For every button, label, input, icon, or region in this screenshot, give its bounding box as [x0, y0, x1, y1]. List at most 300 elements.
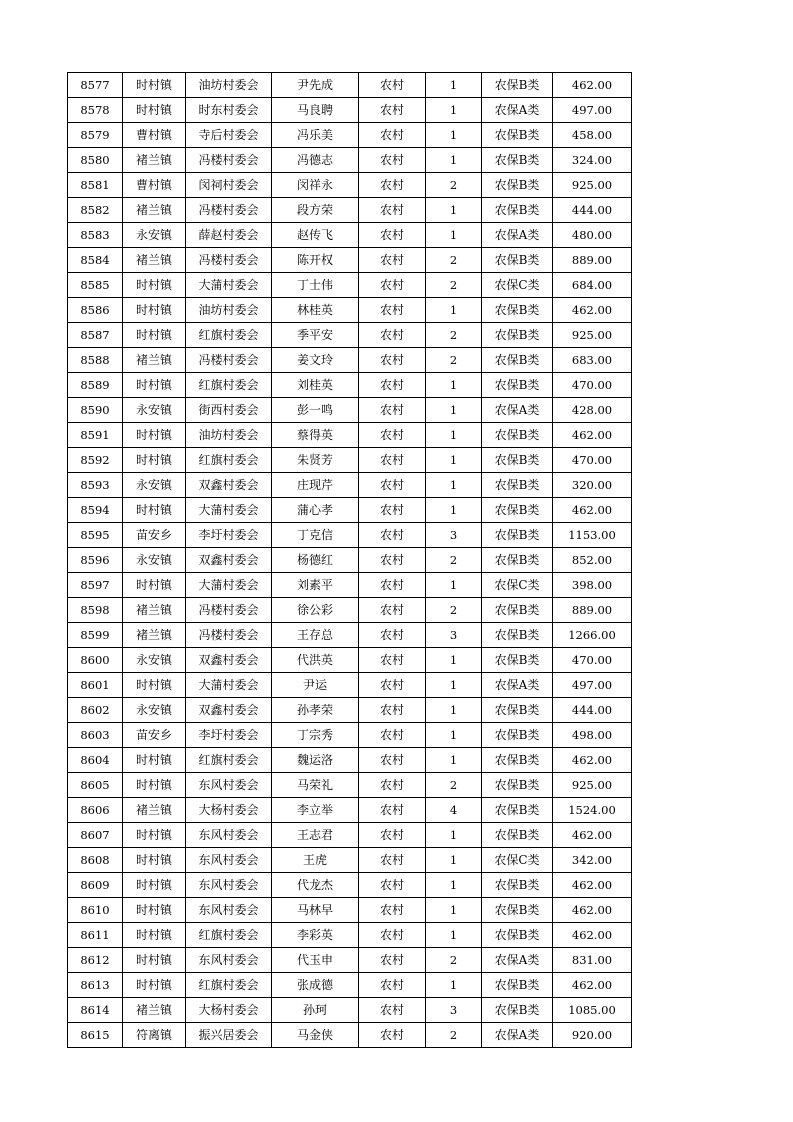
town-cell: 褚兰镇	[123, 623, 186, 648]
table-row	[68, 873, 632, 898]
insurance-category-cell: 农保B类	[482, 248, 553, 273]
committee-cell: 闵祠村委会	[186, 173, 272, 198]
amount-cell: 444.00	[553, 198, 632, 223]
data-table	[67, 72, 632, 1048]
town-cell: 时村镇	[123, 898, 186, 923]
amount-cell: 470.00	[553, 448, 632, 473]
row-id-cell: 8613	[68, 973, 123, 998]
table-row	[68, 473, 632, 498]
insurance-category-cell: 农保B类	[482, 548, 553, 573]
row-id-cell: 8606	[68, 798, 123, 823]
amount-cell: 925.00	[553, 773, 632, 798]
town-cell: 永安镇	[123, 398, 186, 423]
town-cell: 苗安乡	[123, 723, 186, 748]
amount-cell: 458.00	[553, 123, 632, 148]
amount-cell: 320.00	[553, 473, 632, 498]
committee-cell: 油坊村委会	[186, 423, 272, 448]
name-cell: 庄现芹	[272, 473, 359, 498]
table-row	[68, 148, 632, 173]
row-id-cell: 8587	[68, 323, 123, 348]
table-row	[68, 523, 632, 548]
name-cell: 王志君	[272, 823, 359, 848]
name-cell: 代龙杰	[272, 873, 359, 898]
household-count-cell: 1	[426, 973, 482, 998]
table-row	[68, 823, 632, 848]
household-count-cell: 2	[426, 1023, 482, 1048]
household-count-cell: 1	[426, 198, 482, 223]
name-cell: 林桂英	[272, 298, 359, 323]
row-id-cell: 8596	[68, 548, 123, 573]
area-type-cell: 农村	[359, 898, 426, 923]
table-body	[68, 73, 632, 1048]
town-cell: 褚兰镇	[123, 348, 186, 373]
committee-cell: 双鑫村委会	[186, 548, 272, 573]
area-type-cell: 农村	[359, 848, 426, 873]
insurance-category-cell: 农保B类	[482, 973, 553, 998]
committee-cell: 冯楼村委会	[186, 348, 272, 373]
town-cell: 时村镇	[123, 573, 186, 598]
town-cell: 永安镇	[123, 548, 186, 573]
amount-cell: 497.00	[553, 98, 632, 123]
town-cell: 时村镇	[123, 423, 186, 448]
row-id-cell: 8607	[68, 823, 123, 848]
committee-cell: 双鑫村委会	[186, 698, 272, 723]
committee-cell: 大杨村委会	[186, 998, 272, 1023]
insurance-category-cell: 农保B类	[482, 873, 553, 898]
insurance-category-cell: 农保B类	[482, 448, 553, 473]
insurance-category-cell: 农保B类	[482, 348, 553, 373]
area-type-cell: 农村	[359, 648, 426, 673]
insurance-category-cell: 农保B类	[482, 523, 553, 548]
committee-cell: 冯楼村委会	[186, 148, 272, 173]
household-count-cell: 1	[426, 748, 482, 773]
household-count-cell: 1	[426, 673, 482, 698]
name-cell: 王存总	[272, 623, 359, 648]
name-cell: 孙孝荣	[272, 698, 359, 723]
town-cell: 褚兰镇	[123, 248, 186, 273]
area-type-cell: 农村	[359, 623, 426, 648]
town-cell: 时村镇	[123, 98, 186, 123]
amount-cell: 920.00	[553, 1023, 632, 1048]
amount-cell: 497.00	[553, 673, 632, 698]
table-row	[68, 748, 632, 773]
committee-cell: 冯楼村委会	[186, 248, 272, 273]
row-id-cell: 8595	[68, 523, 123, 548]
amount-cell: 462.00	[553, 973, 632, 998]
amount-cell: 1153.00	[553, 523, 632, 548]
row-id-cell: 8614	[68, 998, 123, 1023]
committee-cell: 东风村委会	[186, 823, 272, 848]
committee-cell: 双鑫村委会	[186, 648, 272, 673]
insurance-category-cell: 农保C类	[482, 573, 553, 598]
table-row	[68, 73, 632, 98]
committee-cell: 大蒲村委会	[186, 273, 272, 298]
household-count-cell: 1	[426, 123, 482, 148]
row-id-cell: 8593	[68, 473, 123, 498]
town-cell: 褚兰镇	[123, 798, 186, 823]
amount-cell: 925.00	[553, 173, 632, 198]
name-cell: 朱贤芳	[272, 448, 359, 473]
amount-cell: 462.00	[553, 73, 632, 98]
insurance-category-cell: 农保B类	[482, 648, 553, 673]
table-row	[68, 573, 632, 598]
name-cell: 段方荣	[272, 198, 359, 223]
insurance-category-cell: 农保A类	[482, 1023, 553, 1048]
area-type-cell: 农村	[359, 923, 426, 948]
area-type-cell: 农村	[359, 473, 426, 498]
table-row	[68, 173, 632, 198]
table-row	[68, 623, 632, 648]
household-count-cell: 1	[426, 448, 482, 473]
name-cell: 陈开权	[272, 248, 359, 273]
town-cell: 褚兰镇	[123, 998, 186, 1023]
insurance-category-cell: 农保B类	[482, 798, 553, 823]
committee-cell: 振兴居委会	[186, 1023, 272, 1048]
town-cell: 永安镇	[123, 648, 186, 673]
household-count-cell: 3	[426, 623, 482, 648]
area-type-cell: 农村	[359, 798, 426, 823]
table-row	[68, 948, 632, 973]
household-count-cell: 1	[426, 723, 482, 748]
household-count-cell: 1	[426, 223, 482, 248]
area-type-cell: 农村	[359, 73, 426, 98]
row-id-cell: 8583	[68, 223, 123, 248]
table-row	[68, 248, 632, 273]
insurance-category-cell: 农保B类	[482, 298, 553, 323]
name-cell: 李立举	[272, 798, 359, 823]
name-cell: 魏运洛	[272, 748, 359, 773]
table-row	[68, 898, 632, 923]
insurance-category-cell: 农保A类	[482, 223, 553, 248]
table-row	[68, 448, 632, 473]
row-id-cell: 8615	[68, 1023, 123, 1048]
insurance-category-cell: 农保B类	[482, 423, 553, 448]
area-type-cell: 农村	[359, 823, 426, 848]
committee-cell: 时东村委会	[186, 98, 272, 123]
insurance-category-cell: 农保A类	[482, 673, 553, 698]
row-id-cell: 8597	[68, 573, 123, 598]
row-id-cell: 8579	[68, 123, 123, 148]
area-type-cell: 农村	[359, 273, 426, 298]
row-id-cell: 8599	[68, 623, 123, 648]
insurance-category-cell: 农保B类	[482, 773, 553, 798]
table-row	[68, 848, 632, 873]
area-type-cell: 农村	[359, 748, 426, 773]
town-cell: 苗安乡	[123, 523, 186, 548]
insurance-category-cell: 农保B类	[482, 323, 553, 348]
insurance-category-cell: 农保B类	[482, 898, 553, 923]
row-id-cell: 8591	[68, 423, 123, 448]
household-count-cell: 1	[426, 298, 482, 323]
committee-cell: 东风村委会	[186, 848, 272, 873]
committee-cell: 大蒲村委会	[186, 498, 272, 523]
area-type-cell: 农村	[359, 1023, 426, 1048]
household-count-cell: 1	[426, 898, 482, 923]
amount-cell: 683.00	[553, 348, 632, 373]
household-count-cell: 1	[426, 573, 482, 598]
amount-cell: 462.00	[553, 898, 632, 923]
committee-cell: 李圩村委会	[186, 523, 272, 548]
area-type-cell: 农村	[359, 698, 426, 723]
committee-cell: 冯楼村委会	[186, 598, 272, 623]
committee-cell: 冯楼村委会	[186, 198, 272, 223]
area-type-cell: 农村	[359, 948, 426, 973]
household-count-cell: 1	[426, 848, 482, 873]
amount-cell: 470.00	[553, 648, 632, 673]
name-cell: 马金侠	[272, 1023, 359, 1048]
area-type-cell: 农村	[359, 148, 426, 173]
table-row	[68, 798, 632, 823]
household-count-cell: 2	[426, 948, 482, 973]
area-type-cell: 农村	[359, 373, 426, 398]
table-row	[68, 648, 632, 673]
committee-cell: 街西村委会	[186, 398, 272, 423]
amount-cell: 1266.00	[553, 623, 632, 648]
insurance-category-cell: 农保B类	[482, 748, 553, 773]
row-id-cell: 8581	[68, 173, 123, 198]
amount-cell: 462.00	[553, 423, 632, 448]
area-type-cell: 农村	[359, 248, 426, 273]
row-id-cell: 8592	[68, 448, 123, 473]
area-type-cell: 农村	[359, 773, 426, 798]
insurance-category-cell: 农保B类	[482, 473, 553, 498]
table-row	[68, 123, 632, 148]
table-row	[68, 923, 632, 948]
row-id-cell: 8601	[68, 673, 123, 698]
household-count-cell: 2	[426, 598, 482, 623]
amount-cell: 480.00	[553, 223, 632, 248]
committee-cell: 大蒲村委会	[186, 573, 272, 598]
table-row	[68, 773, 632, 798]
name-cell: 刘素平	[272, 573, 359, 598]
household-count-cell: 1	[426, 373, 482, 398]
area-type-cell: 农村	[359, 348, 426, 373]
area-type-cell: 农村	[359, 548, 426, 573]
town-cell: 时村镇	[123, 773, 186, 798]
row-id-cell: 8610	[68, 898, 123, 923]
amount-cell: 462.00	[553, 748, 632, 773]
town-cell: 时村镇	[123, 948, 186, 973]
row-id-cell: 8612	[68, 948, 123, 973]
amount-cell: 1524.00	[553, 798, 632, 823]
name-cell: 丁士伟	[272, 273, 359, 298]
town-cell: 曹村镇	[123, 123, 186, 148]
area-type-cell: 农村	[359, 173, 426, 198]
table-row	[68, 98, 632, 123]
town-cell: 时村镇	[123, 823, 186, 848]
insurance-category-cell: 农保B类	[482, 823, 553, 848]
committee-cell: 东风村委会	[186, 873, 272, 898]
committee-cell: 红旗村委会	[186, 748, 272, 773]
committee-cell: 油坊村委会	[186, 73, 272, 98]
name-cell: 彭一鸣	[272, 398, 359, 423]
insurance-category-cell: 农保B类	[482, 173, 553, 198]
table-row	[68, 598, 632, 623]
insurance-category-cell: 农保B类	[482, 148, 553, 173]
insurance-category-cell: 农保B类	[482, 198, 553, 223]
row-id-cell: 8586	[68, 298, 123, 323]
amount-cell: 831.00	[553, 948, 632, 973]
household-count-cell: 2	[426, 248, 482, 273]
town-cell: 曹村镇	[123, 173, 186, 198]
row-id-cell: 8582	[68, 198, 123, 223]
name-cell: 赵传飞	[272, 223, 359, 248]
table-row	[68, 298, 632, 323]
insurance-category-cell: 农保B类	[482, 723, 553, 748]
committee-cell: 寺后村委会	[186, 123, 272, 148]
row-id-cell: 8600	[68, 648, 123, 673]
amount-cell: 684.00	[553, 273, 632, 298]
row-id-cell: 8594	[68, 498, 123, 523]
town-cell: 褚兰镇	[123, 598, 186, 623]
insurance-category-cell: 农保B类	[482, 123, 553, 148]
name-cell: 王虎	[272, 848, 359, 873]
area-type-cell: 农村	[359, 723, 426, 748]
amount-cell: 462.00	[553, 873, 632, 898]
committee-cell: 冯楼村委会	[186, 623, 272, 648]
area-type-cell: 农村	[359, 223, 426, 248]
amount-cell: 470.00	[553, 373, 632, 398]
town-cell: 时村镇	[123, 448, 186, 473]
row-id-cell: 8608	[68, 848, 123, 873]
insurance-category-cell: 农保B类	[482, 923, 553, 948]
name-cell: 尹运	[272, 673, 359, 698]
committee-cell: 红旗村委会	[186, 448, 272, 473]
household-count-cell: 1	[426, 698, 482, 723]
amount-cell: 852.00	[553, 548, 632, 573]
table-row	[68, 973, 632, 998]
table-row	[68, 698, 632, 723]
amount-cell: 1085.00	[553, 998, 632, 1023]
household-count-cell: 1	[426, 398, 482, 423]
name-cell: 刘桂英	[272, 373, 359, 398]
household-count-cell: 4	[426, 798, 482, 823]
row-id-cell: 8604	[68, 748, 123, 773]
area-type-cell: 农村	[359, 573, 426, 598]
insurance-category-cell: 农保B类	[482, 598, 553, 623]
household-count-cell: 3	[426, 998, 482, 1023]
name-cell: 马荣礼	[272, 773, 359, 798]
household-count-cell: 2	[426, 773, 482, 798]
row-id-cell: 8609	[68, 873, 123, 898]
name-cell: 张成德	[272, 973, 359, 998]
amount-cell: 925.00	[553, 323, 632, 348]
committee-cell: 红旗村委会	[186, 323, 272, 348]
name-cell: 蒲心孝	[272, 498, 359, 523]
name-cell: 尹先成	[272, 73, 359, 98]
name-cell: 丁克信	[272, 523, 359, 548]
committee-cell: 大蒲村委会	[186, 673, 272, 698]
table-row	[68, 998, 632, 1023]
name-cell: 代洪英	[272, 648, 359, 673]
row-id-cell: 8589	[68, 373, 123, 398]
town-cell: 褚兰镇	[123, 148, 186, 173]
town-cell: 永安镇	[123, 223, 186, 248]
table-row	[68, 423, 632, 448]
table-row	[68, 398, 632, 423]
committee-cell: 红旗村委会	[186, 973, 272, 998]
town-cell: 时村镇	[123, 73, 186, 98]
amount-cell: 462.00	[553, 823, 632, 848]
name-cell: 冯德志	[272, 148, 359, 173]
row-id-cell: 8605	[68, 773, 123, 798]
area-type-cell: 农村	[359, 198, 426, 223]
town-cell: 褚兰镇	[123, 198, 186, 223]
name-cell: 蔡得英	[272, 423, 359, 448]
area-type-cell: 农村	[359, 873, 426, 898]
insurance-category-cell: 农保B类	[482, 498, 553, 523]
household-count-cell: 1	[426, 148, 482, 173]
committee-cell: 大杨村委会	[186, 798, 272, 823]
area-type-cell: 农村	[359, 973, 426, 998]
table-row	[68, 498, 632, 523]
row-id-cell: 8585	[68, 273, 123, 298]
name-cell: 孙珂	[272, 998, 359, 1023]
committee-cell: 薛赵村委会	[186, 223, 272, 248]
name-cell: 徐公彩	[272, 598, 359, 623]
town-cell: 时村镇	[123, 973, 186, 998]
area-type-cell: 农村	[359, 523, 426, 548]
household-count-cell: 1	[426, 98, 482, 123]
town-cell: 时村镇	[123, 923, 186, 948]
town-cell: 时村镇	[123, 323, 186, 348]
row-id-cell: 8580	[68, 148, 123, 173]
insurance-category-cell: 农保B类	[482, 73, 553, 98]
committee-cell: 红旗村委会	[186, 373, 272, 398]
household-count-cell: 1	[426, 423, 482, 448]
household-count-cell: 3	[426, 523, 482, 548]
table-row	[68, 273, 632, 298]
household-count-cell: 2	[426, 348, 482, 373]
amount-cell: 889.00	[553, 598, 632, 623]
table-row	[68, 223, 632, 248]
household-count-cell: 1	[426, 648, 482, 673]
town-cell: 永安镇	[123, 698, 186, 723]
insurance-category-cell: 农保C类	[482, 273, 553, 298]
area-type-cell: 农村	[359, 398, 426, 423]
amount-cell: 428.00	[553, 398, 632, 423]
committee-cell: 红旗村委会	[186, 923, 272, 948]
area-type-cell: 农村	[359, 98, 426, 123]
amount-cell: 398.00	[553, 573, 632, 598]
name-cell: 姜文玲	[272, 348, 359, 373]
area-type-cell: 农村	[359, 598, 426, 623]
area-type-cell: 农村	[359, 673, 426, 698]
town-cell: 永安镇	[123, 473, 186, 498]
household-count-cell: 1	[426, 473, 482, 498]
row-id-cell: 8590	[68, 398, 123, 423]
area-type-cell: 农村	[359, 298, 426, 323]
insurance-category-cell: 农保A类	[482, 98, 553, 123]
area-type-cell: 农村	[359, 123, 426, 148]
area-type-cell: 农村	[359, 323, 426, 348]
table-row	[68, 323, 632, 348]
table-row	[68, 673, 632, 698]
name-cell: 马林早	[272, 898, 359, 923]
town-cell: 时村镇	[123, 273, 186, 298]
committee-cell: 双鑫村委会	[186, 473, 272, 498]
area-type-cell: 农村	[359, 423, 426, 448]
household-count-cell: 2	[426, 273, 482, 298]
amount-cell: 324.00	[553, 148, 632, 173]
row-id-cell: 8584	[68, 248, 123, 273]
table-row	[68, 348, 632, 373]
insurance-category-cell: 农保B类	[482, 373, 553, 398]
town-cell: 时村镇	[123, 498, 186, 523]
committee-cell: 油坊村委会	[186, 298, 272, 323]
name-cell: 杨德红	[272, 548, 359, 573]
amount-cell: 462.00	[553, 498, 632, 523]
